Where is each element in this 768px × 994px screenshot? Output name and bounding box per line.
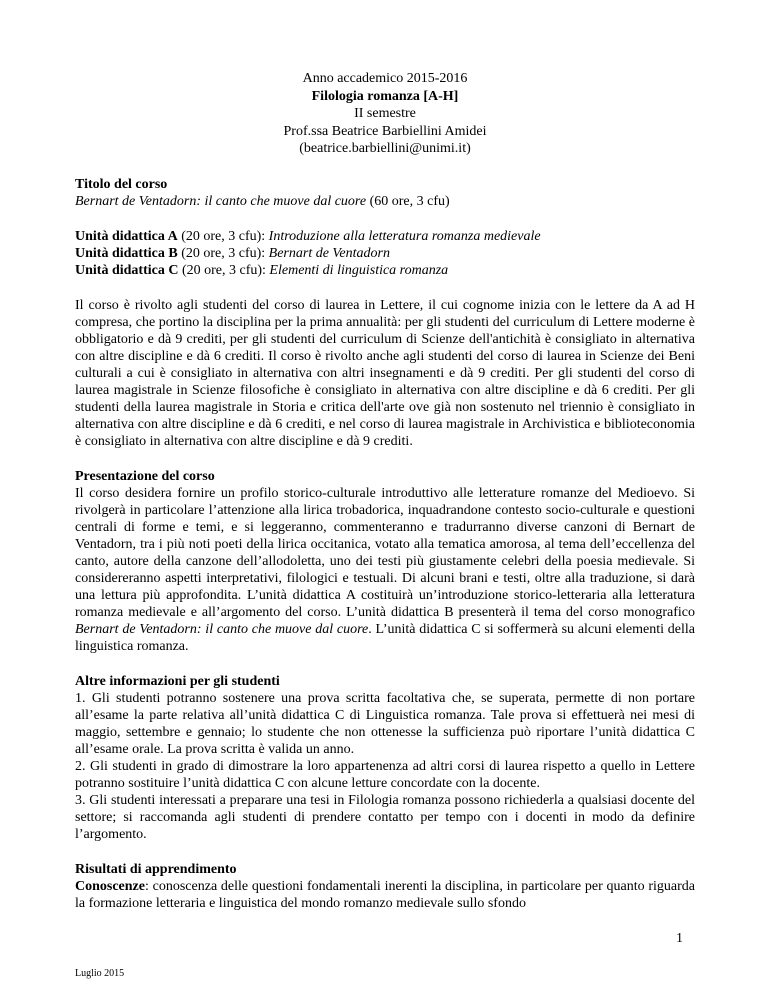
- other-info-section: [75, 673, 695, 843]
- document-page: [75, 70, 695, 912]
- learning-results-paragraph: [75, 878, 695, 912]
- unit-line: [75, 228, 695, 245]
- units-section: [75, 228, 695, 279]
- info-item: 1. Gli studenti potranno sostenere una prova scritta facoltativa che, se superata, permette di non portare all’esame la parte relativa all’unità didattica C di Linguistica romanza. Tale prova si effettuerà nei mesi di maggio, settembre e gennaio; lo studente che non ottenesse la sufficienza può riportare l’unità didattica C all’esame orale. La prova scritta è valida un anno.: [75, 690, 695, 757]
- academic-year: Anno accademico 2015-2016: [302, 71, 468, 86]
- document-header: [75, 70, 695, 158]
- info-item: 3. Gli studenti interessati a preparare una tesi in Filologia romanza possono richiederla a qualsiasi docente del settore; si raccomanda agli studenti di prendere contatto per tempo con i docenti in modo da definire l’argomento.: [75, 792, 695, 842]
- info-item: 2. Gli studenti in grado di dimostrare la loro appartenenza ad altri corsi di laurea rispetto a quello in Lettere potranno sostituire l’unità didattica C con alcune letture concordate con la docente.: [75, 758, 695, 791]
- section-heading: Presentazione del corso: [75, 468, 215, 484]
- learning-results-section: [75, 861, 695, 912]
- intro-paragraph: Il corso è rivolto agli studenti del corso di laurea in Lettere, il cui cognome inizia con le lettere da A ad H compresa, che portino la disciplina per la prima annualità: per gli studenti del curriculum di Lettere moderne è obbligatorio e dà 9 crediti, per gli studenti del curriculum di Scienze dell'antichità è consigliato in alternativa con altre discipline e dà 6 crediti. Il corso è rivolto anche agli studenti del corso di laurea in Scienze dei Beni culturali a cui è consigliato in alternativa con altri insegnamenti e dà 9 crediti. Per gli studenti del corso di laurea magistrale in Scienze filosofiche è consigliato in alternativa con altre discipline e dà 6 crediti. Per gli studenti della laurea magistrale in Storia e critica dell'arte ove già non sostenuto nel triennio è consigliato in alternativa con altre discipline e dà 6 crediti, e nel corso di laurea magistrale in Archivistica e biblioteconomia è consigliato in alternativa con altre discipline e dà 9 crediti.: [75, 297, 695, 449]
- section-heading: Risultati di apprendimento: [75, 861, 237, 877]
- presentation-text-end: . L’unità didattica C si soffermerà su alcuni elementi della linguistica romanza.: [75, 621, 695, 654]
- unit-line: [75, 262, 695, 279]
- course-title: Bernart de Ventadorn: il canto che muove dal cuore: [75, 193, 367, 209]
- unit-title: Elementi di linguistica romanza: [269, 262, 449, 278]
- semester: II semestre: [354, 106, 416, 121]
- course-name: Filologia romanza [A-H]: [311, 88, 459, 104]
- presentation-section: [75, 468, 695, 655]
- knowledge-text: : conoscenza delle questioni fondamentali inerenti la disciplina, in particolare per quanto riguarda la formazione letteraria e linguistica del mondo romanzo medievale sullo sfondo: [75, 878, 695, 911]
- section-heading: Titolo del corso: [75, 176, 168, 192]
- presentation-text: Il corso desidera fornire un profilo storico-culturale introduttivo alle letterature romanze del Medioevo. Si rivolgerà in particolare l’attenzione alla lirica trobadorica, inquadrandone contesto socio-culturale e questioni centrali di forme e temi, e si leggeranno, commenteranno e tradurranno diverse canzoni di Bernart de Ventadorn, tra i più noti poeti della lirica occitanica, votato alla tematica amorosa, al tema dell’eccellenza del canto, autore della canzone dell’allodoletta, uno dei testi più giustamente celebri della poesia medievale. Si considereranno aspetti interpretativi, filologici e testuali. Di alcuni brani e testi, oltre alla traduzione, si darà una lettura più approfondita. L’unità didattica A costituirà un’introduzione storico-letteraria alla letteratura romanza medievale e all’argomento del corso. L’unità didattica B presenterà il tema del corso monografico: [75, 485, 695, 620]
- course-title-section: [75, 176, 695, 210]
- unit-label: Unità didattica C: [75, 262, 179, 278]
- unit-label: Unità didattica A: [75, 228, 178, 244]
- presentation-course-title: Bernart de Ventadorn: il canto che muove dal cuore: [75, 621, 369, 637]
- footer-date: Luglio 2015: [75, 968, 125, 979]
- page-number: 1: [676, 931, 683, 946]
- unit-line: [75, 245, 695, 262]
- knowledge-label: Conoscenze: [75, 878, 145, 894]
- course-hours: (60 ore, 3 cfu): [366, 193, 450, 209]
- unit-meta: (20 ore, 3 cfu):: [177, 245, 269, 261]
- unit-meta: (20 ore, 3 cfu):: [177, 228, 269, 244]
- professor-email: (beatrice.barbiellini@unimi.it): [299, 141, 471, 156]
- unit-label: Unità didattica B: [75, 245, 178, 261]
- presentation-paragraph: [75, 485, 695, 655]
- unit-title: Introduzione alla letteratura romanza medievale: [268, 228, 541, 244]
- unit-meta: (20 ore, 3 cfu):: [178, 262, 270, 278]
- section-heading: Altre informazioni per gli studenti: [75, 673, 280, 689]
- professor-name: Prof.ssa Beatrice Barbiellini Amidei: [283, 123, 487, 139]
- unit-title: Bernart de Ventadorn: [268, 245, 390, 261]
